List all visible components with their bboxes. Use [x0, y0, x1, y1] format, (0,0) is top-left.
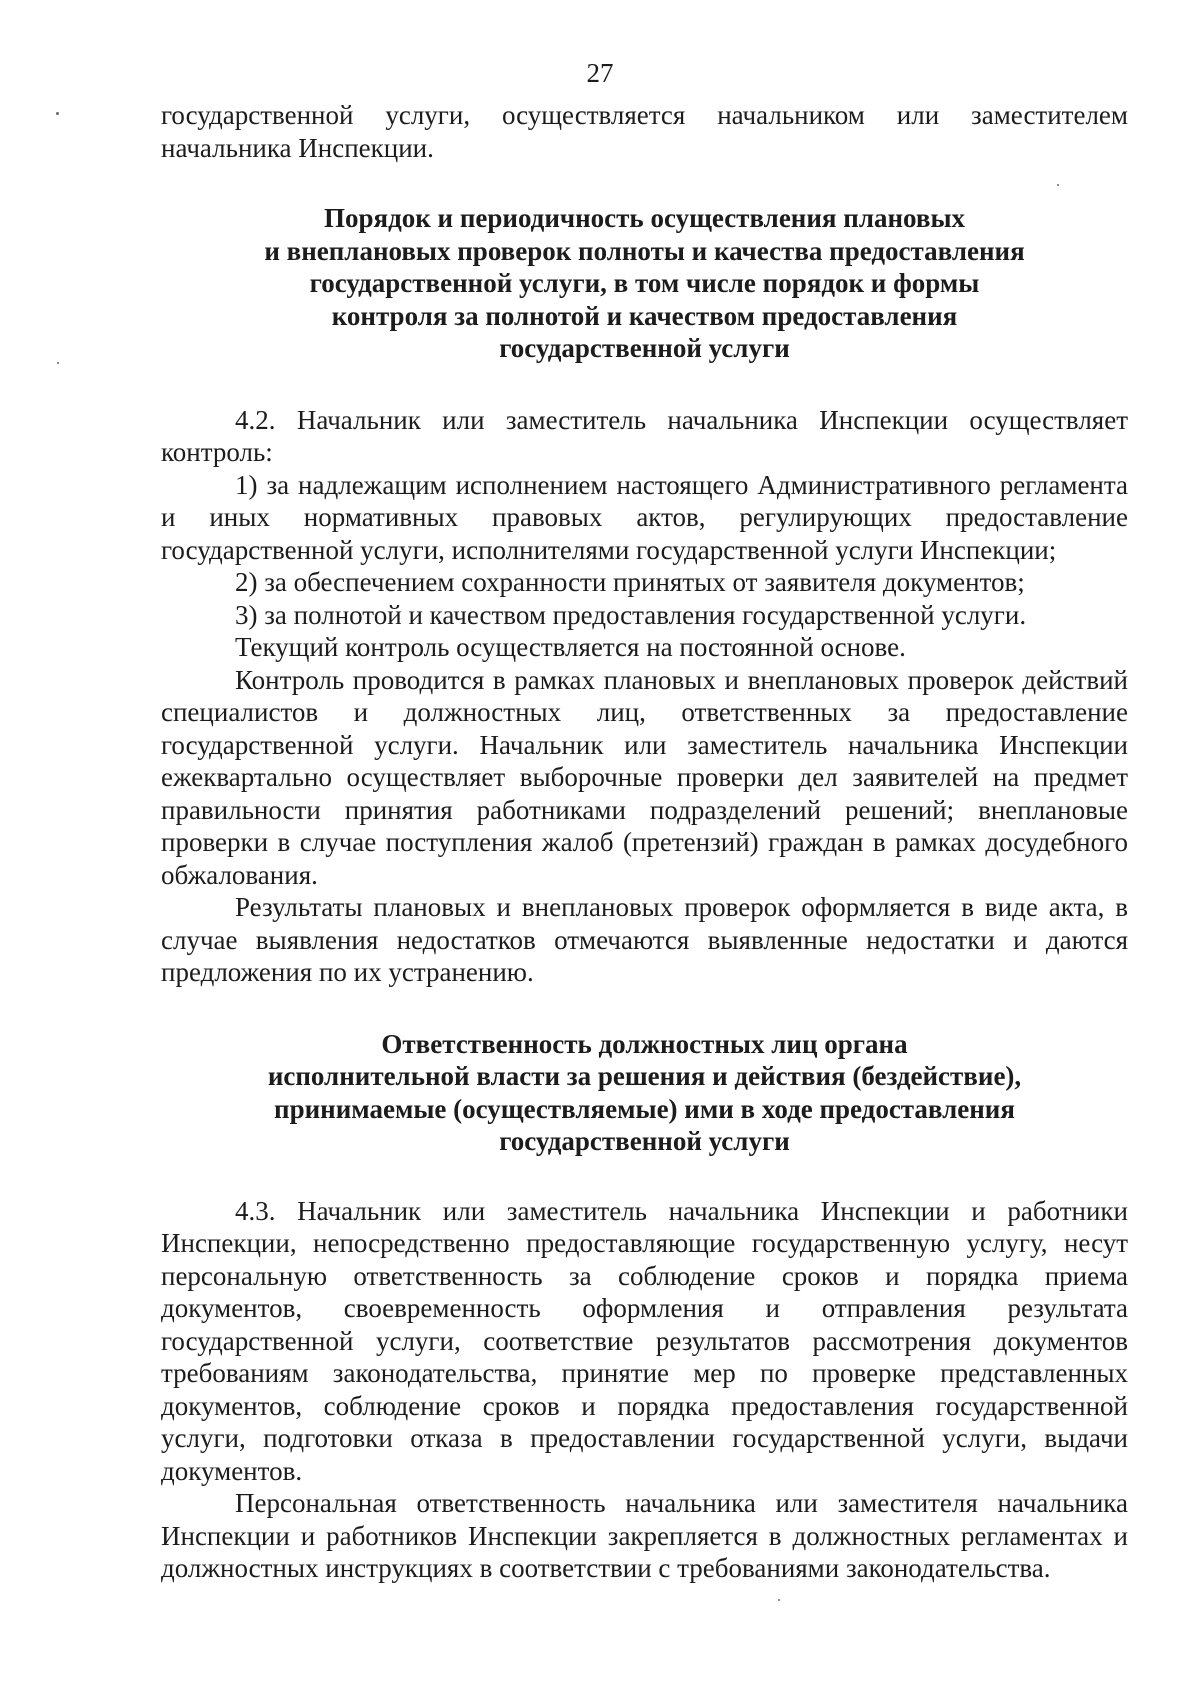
heading-line: и внеплановых проверок полноты и качества предоставления: [264, 235, 1025, 266]
heading-line: Ответственность должностных лиц органа: [381, 1028, 908, 1059]
scan-speck: [778, 1599, 780, 1601]
heading-line: исполнительной власти за решения и действия (бездействие),: [267, 1061, 1022, 1091]
scan-speck: [1057, 184, 1059, 186]
paragraph-4-3: 4.3. Начальник или заместитель начальника Инспекции и работники Инспекции, непосредственно предоставляющие государственную услугу, несут персональную ответственность за соблюдение сроков и порядка приема документов, своевременность оформления и отправления результата государственной услуги, соответствие результатов рассмотрения документов требованиям законодательства, принятие мер по проверке представленных документов, соблюдение сроков и порядка предоставления государственной услуги, подготовки отказа в предоставлении государственной услуги, выдачи документов.: [161, 1195, 1128, 1486]
section-heading-responsibility: [161, 1028, 1128, 1158]
scan-speck: [57, 362, 59, 364]
paragraph-current-control: Текущий контроль осуществляется на постоянной основе.: [235, 632, 906, 662]
list-item-3: 3) за полнотой и качеством предоставления государственной услуги.: [235, 599, 1027, 630]
list-item-2: 2) за обеспечением сохранности принятых от заявителя документов;: [235, 567, 1025, 597]
document-body: [161, 99, 1128, 1585]
heading-line: Порядок и периодичность осуществления плановых: [323, 203, 966, 233]
opening-paragraph: государственной услуги, осуществляется начальником или заместителем начальника Инспекции.: [161, 100, 1128, 163]
heading-line: контроля за полнотой и качеством предоставления: [331, 300, 958, 331]
paragraph-personal-responsibility: Персональная ответственность начальника или заместителя начальника Инспекции и работников Инспекции закрепляется в должностных регламентах и должностных инструкциях в соответствии с требованиями законодательства.: [161, 1488, 1128, 1583]
paragraph-4-2: 4.2. Начальник или заместитель начальника Инспекции осуществляет контроль:: [161, 404, 1128, 467]
section-heading-inspections: [161, 202, 1128, 365]
list-item-1: 1) за надлежащим исполнением настоящего Административного регламента и иных нормативных правовых актов, регулирующих предоставление государственной услуги, исполнителями государственной услуги Инспекции;: [161, 469, 1128, 565]
heading-line: принимаемые (осуществляемые) ими в ходе предоставления: [274, 1093, 1015, 1124]
heading-line: государственной услуги: [499, 1126, 790, 1156]
paragraph-check-results: Результаты плановых и внеплановых проверок оформляется в виде акта, в случае выявления недостатков отмечаются выявленные недостатки и даются предложения по их устранению.: [161, 892, 1128, 987]
heading-line: государственной услуги: [499, 333, 790, 363]
paragraph-control-checks: Контроль проводится в рамках плановых и внеплановых проверок действий специалистов и должностных лиц, ответственных за предоставление государственной услуги. Начальник или заместитель начальника Инспекции ежеквартально осуществляет выборочные проверки дел заявителей на предмет правильности принятия работниками подразделений решений; внеплановые проверки в случае поступления жалоб (претензий) граждан в рамках досудебного обжалования.: [161, 664, 1128, 890]
page-number: 27: [586, 58, 614, 88]
heading-line: государственной услуги, в том числе порядок и формы: [309, 268, 980, 298]
scan-speck: [56, 112, 59, 115]
